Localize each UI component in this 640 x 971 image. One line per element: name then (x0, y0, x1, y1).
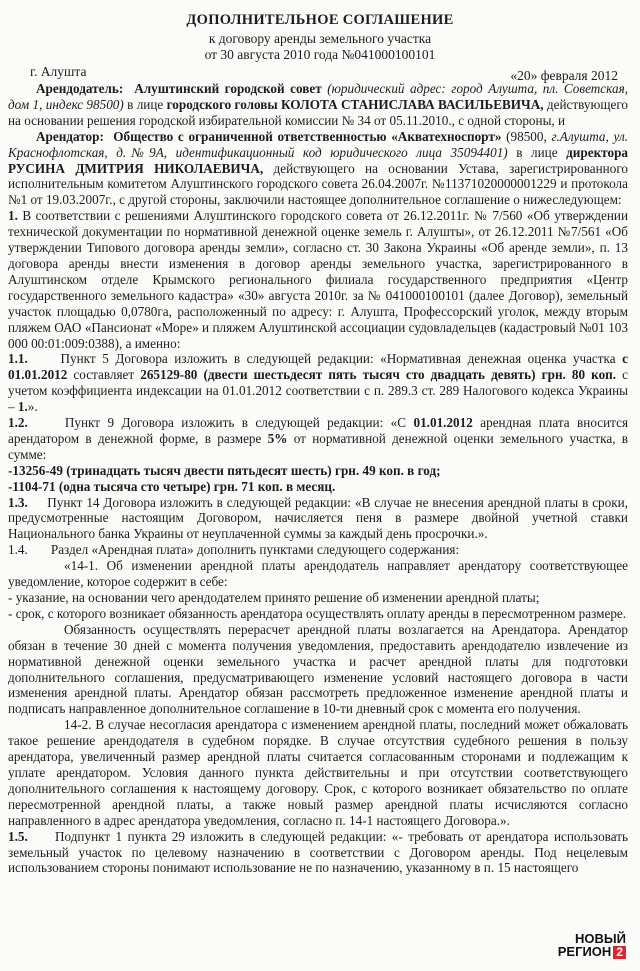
item-1-number: 1. (8, 208, 18, 224)
tenant-text: действующего на основании Устава, зарегистрированного исполнительным комитетом Алуштинского городского совета 26.04.2007г. №11371020000001229 и протокола №1 от 19.03.2007г., с другой стороны, заключили настоящее дополнительное соглашение о нижеследующем: (8, 160, 628, 208)
item-1-1-text: Пункт 5 Договора изложить в следующей редакции: «Нормативная денежная оценка участка (60, 351, 616, 367)
tenant-representative: директора РУСИНА ДМИТРИЯ НИКОЛАЕВИЧА, (8, 144, 629, 176)
clause-14-1-paragraph: Обязанность осуществлять перерасчет арендной платы возлагается на Арендатора. Арендатор обязан в течение 30 дней с момента получения уведомления, предоставить арендодателю извлечение из нормативной денежной оценки земельного участка и расчет арендной платы для подготовки дополнительного соглашения, предусматривающего изменение условий настоящего договора в части изменения арендной платы. Арендатор обязан рассмотреть предложенное изменение арендной платы и подписать направленное дополнительное соглашение в 10-ти дневный срок с момента его получения. (8, 621, 628, 717)
item-1-5 (8, 829, 628, 877)
watermark-badge: 2 (613, 946, 626, 959)
landlord-representative: городского головы КОЛОТА СТАНИСЛАВА ВАСИЛЬЕВИЧА, (166, 96, 544, 112)
item-1-2-date: 01.01.2012 (413, 415, 473, 431)
item-1-1-amount: 265129-80 (двести шестьдесят пять тысяч сто двадцать девять) грн. 80 коп. (140, 367, 617, 383)
item-1-1-coefficient: 1. (17, 399, 28, 415)
annual-rent-amount: -13256-49 (тринадцать тысяч двести пятьдесят шесть) грн. 49 коп. в год; (8, 462, 441, 478)
item-1-3-text: Пункт 14 Договора изложить в следующей редакции: «В случае не внесения арендной платы в сроки, предусмотренные настоящим Договором, начисляется пеня в размере двойной учетной ставки Национального банка Украины от неуплаченной суммы за каждый день просрочки.». (8, 494, 628, 542)
tenant-paragraph (8, 129, 628, 209)
item-1-4 (8, 542, 628, 558)
landlord-paragraph (8, 81, 628, 129)
tenant-zip: (98500, (506, 128, 547, 144)
document-body (8, 81, 628, 876)
monthly-rent (8, 479, 628, 495)
item-1-text: В соответствии с решениями Алуштинского городского совета от 26.12.2011г. № 7/560 «Об утверждении технической документации по нормативной денежной оценке земель г. Алушты», от 26.12.2011 №7/561 «Об утверждении Типового договора аренды земли», согласно ст. 30 Закона Украины «Об аренде земли», п. 13 договора аренды внести изменения в договор аренды земельного участка, зарегистрированного в Алуштинском отделе Крымского регионального филиала государственного предприятия «Центр государственного земельного кадастра» «30» августа 2010г. за № 041000100101 (далее Договор), земельный участок площадью 0,0780га, расположенный по адресу: г. Алушта, Профессорский уголок, между вторым пляжем ОАО «Пансионат «Море» и пляжем Алуштинской ассоциации судовладельцев (кадастровый №01 103 000 00:01:009:0388), а именно: (8, 208, 629, 351)
document-subtitle: к договору аренды земельного участка (208, 31, 432, 46)
item-1-1-date: с 01.01.2012 (8, 351, 629, 383)
item-1-1-text: с учетом коэффициента индексации на 01.01.2012 соответствии с п. 289.3 ст. 289 Налогового кодекса Украины – (8, 367, 629, 415)
item-1-2-number: 1.2. (8, 415, 28, 431)
watermark-line1: НОВЫЙ (575, 931, 626, 946)
landlord-text: действующего на основании решения городской избирательной комиссии № 34 от 05.11.2010., с одной стороны, и (8, 96, 629, 128)
landlord-name: Алуштинский городской совет (134, 81, 322, 96)
tenant-name: Общество с ограниченной ответственностью «Акватехноспорт» (113, 128, 502, 144)
item-1-1-text: ». (27, 399, 38, 415)
watermark-line2: РЕГИОН (557, 944, 612, 959)
item-1-3-number: 1.3. (8, 494, 28, 510)
item-1-4-number: 1.4. (8, 542, 28, 558)
clause-14-2: 14-2. В случае несогласия арендатора с изменением арендной платы, последний может обжаловать такое решение арендодателя в судебном порядке. В случае отсутствия судебного решения в пользу арендатора, увеличенный размер арендной платы считается согласованным сторонами и подлежащим к уплате арендатором. Условия данного пункта действительны и при отсутствии соответствующего дополнительного соглашения к настоящему договору. Срок, с которого возникает обязательство по оплате пересмотренной арендной платы, а также новый размер арендной платы исчисляются согласно направленного в адрес арендатора уведомления, согласно п. 14-1 настоящего Договора.». (8, 717, 628, 828)
annual-rent (8, 463, 628, 479)
contract-reference: от 30 августа 2010 года №041000100101 (204, 47, 436, 62)
document-date: «20» февраля 2012 (510, 68, 618, 83)
item-1-5-text: Подпункт 1 пункта 29 изложить в следующей редакции: «- требовать от арендатора использовать земельный участок по целевому назначению в соответствии с Договором аренды. Под нецелевым использованием стороны понимают использование не по назначению, указанному в п. 15 настоящего (8, 828, 629, 876)
landlord-address: (юридический адрес: город Алушта, пл. Советская, дом 1, индекс 98500) (8, 81, 628, 112)
news-watermark-logo (558, 932, 626, 959)
tenant-label: Арендатор: (36, 128, 104, 144)
tenant-text: в лице (516, 144, 558, 160)
item-1-1-text: составляет (73, 367, 135, 383)
item-1-2 (8, 415, 628, 463)
landlord-label: Арендодатель: (36, 81, 124, 96)
item-1-4-text: Раздел «Арендная плата» дополнить пунктами следующего содержания: (50, 542, 460, 558)
item-1 (8, 208, 628, 351)
clause-14-1: «14-1. Об изменении арендной платы арендодатель направляет арендатору соответствующее уведомление, которое содержит в себе: (8, 558, 628, 590)
item-1-1 (8, 351, 628, 415)
document-title: ДОПОЛНИТЕЛЬНОЕ СОГЛАШЕНИЕ (186, 12, 454, 28)
item-1-2-text: Пункт 9 Договора изложить в следующей редакции: «С (64, 415, 407, 431)
item-1-2-text: от нормативной денежной оценки земельного участка, в сумме: (8, 430, 629, 462)
tenant-address: г.Алушта, ул. Краснофлотская, д.№9А, идентификационный код юридического лица 35094401) (8, 128, 629, 160)
item-1-2-text: арендная плата вносится арендатором в денежной форме, в размере (8, 415, 629, 446)
document-city: г. Алушта (30, 64, 87, 79)
item-1-3 (8, 495, 628, 543)
item-1-2-rate: 5% (267, 430, 288, 446)
clause-14-1-bullet: - срок, с которого возникает обязанность арендатора осуществлять оплату аренды в пересмотренном размере. (8, 605, 627, 621)
item-1-1-number: 1.1. (8, 351, 28, 367)
clause-14-1-bullet: - указание, на основании чего арендодателем принято решение об изменении арендной платы; (8, 590, 540, 605)
landlord-text: в лице (127, 96, 164, 112)
monthly-rent-amount: -1104-71 (одна тысяча сто четыре) грн. 71 коп. в месяц. (8, 478, 336, 494)
item-1-5-number: 1.5. (8, 828, 28, 844)
